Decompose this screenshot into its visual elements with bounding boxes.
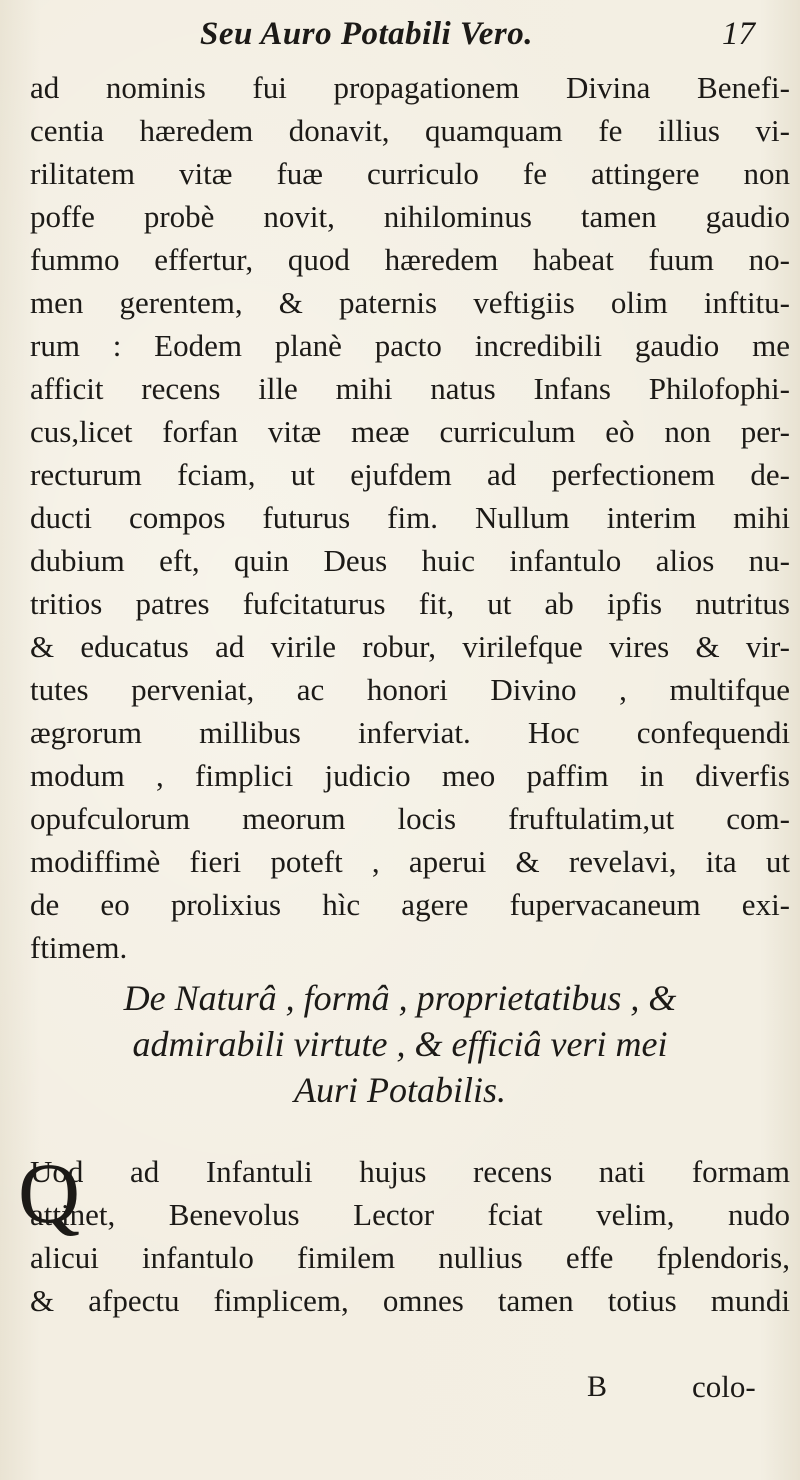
text-line: centia hæredem donavit, quamquam fe illius vi- — [30, 113, 790, 148]
text-line: ftimem. — [30, 930, 128, 965]
section-heading-line: De Naturâ , formâ , proprietatibus , & — [123, 978, 677, 1018]
body-paragraph — [30, 66, 790, 969]
text-line: afficit recens ille mihi natus Infans Philofophi- — [30, 371, 790, 406]
text-line: alicui infantulo fimilem nullius effe fplendoris, — [30, 1240, 790, 1275]
section-heading-line: admirabili virtute , & efficiâ veri mei — [132, 1024, 668, 1064]
section-heading-line: Auri Potabilis. — [293, 1070, 506, 1110]
text-line: ægrorum millibus inferviat. Hoc confequendi — [30, 715, 790, 750]
text-line: modiffimè fieri poteft , aperui & revelavi, ita ut — [30, 844, 790, 879]
text-line: modum , fimplici judicio meo paffim in diverfis — [30, 758, 790, 793]
text-line: ducti compos futurus fim. Nullum interim mihi — [30, 500, 790, 535]
text-line: tritios patres fufcitaturus fit, ut ab ipfis nutritus — [30, 586, 790, 621]
text-line: rilitatem vitæ fuæ curriculo fe attingere non — [30, 156, 790, 191]
section-paragraph — [30, 1150, 790, 1322]
text-line: & afpectu fimplicem, omnes tamen totius mundi — [30, 1283, 790, 1318]
running-head-title: Seu Auro Potabili Vero. — [200, 16, 534, 52]
catchword: colo- — [692, 1369, 756, 1404]
text-line: ad nominis fui propagationem Divina Benefi- — [30, 70, 790, 105]
section-heading — [0, 975, 800, 1113]
text-line: men gerentem, & paternis veftigiis olim inftitu- — [30, 285, 790, 320]
text-line: poffe probè novit, nihilominus tamen gaudio — [30, 199, 790, 234]
page-number: 17 — [722, 16, 755, 52]
drop-cap: Q — [18, 1145, 81, 1241]
text-line: de eo prolixius hìc agere fupervacaneum exi- — [30, 887, 790, 922]
text-line: & educatus ad virile robur, virilefque vires & vir- — [30, 629, 790, 664]
text-line: attinet, Benevolus Lector fciat velim, nudo — [30, 1197, 790, 1232]
text-line: opufculorum meorum locis fruftulatim,ut com- — [30, 801, 790, 836]
text-line: Uod ad Infantuli hujus recens nati formam — [30, 1154, 790, 1189]
text-line: rum : Eodem planè pacto incredibili gaudio me — [30, 328, 790, 363]
page-footer — [30, 1365, 790, 1408]
running-head — [0, 10, 800, 58]
text-line: dubium eft, quin Deus huic infantulo alios nu- — [30, 543, 790, 578]
signature-mark: B — [587, 1370, 608, 1403]
text-line: fummo effertur, quod hæredem habeat fuum no- — [30, 242, 790, 277]
text-line: recturum fciam, ut ejufdem ad perfectionem de- — [30, 457, 790, 492]
text-line: tutes perveniat, ac honori Divino , multifque — [30, 672, 790, 707]
text-line: cus,licet forfan vitæ meæ curriculum eò non per- — [30, 414, 790, 449]
